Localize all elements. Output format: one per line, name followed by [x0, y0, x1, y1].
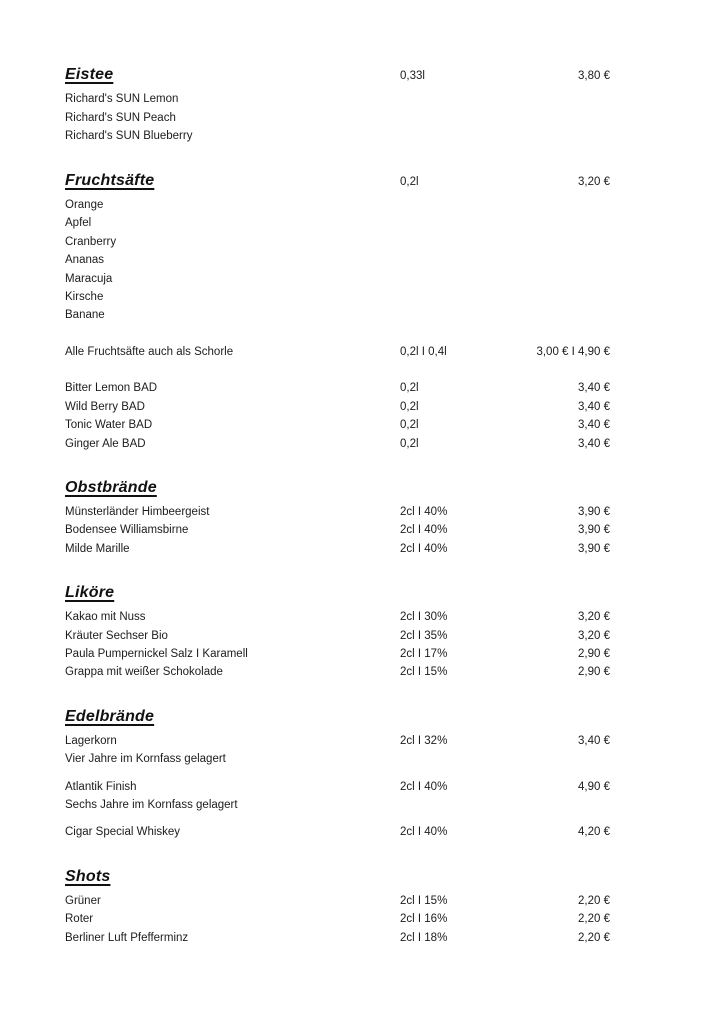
menu-item-row	[65, 645, 610, 663]
menu-section	[65, 477, 610, 558]
menu-item-row	[65, 732, 610, 750]
item-name: Atlantik Finish	[65, 780, 137, 793]
item-name: Grappa mit weißer Schokolade	[65, 666, 223, 679]
menu-section	[65, 170, 610, 453]
item-size: 2cl I 40%	[400, 524, 448, 537]
menu-item-row	[65, 892, 610, 910]
item-name: Cranberry	[65, 235, 117, 248]
item-name: Sechs Jahre im Kornfass gelagert	[65, 798, 238, 811]
menu-item-row	[65, 435, 610, 453]
item-size: 2cl I 17%	[400, 647, 448, 660]
menu-item-row	[65, 233, 610, 251]
menu-item-row	[65, 796, 610, 814]
item-name: Roter	[65, 913, 94, 926]
item-size: 0,2l	[400, 437, 419, 450]
item-price: 3,40 €	[578, 734, 610, 747]
menu-item-row	[65, 398, 610, 416]
menu-item-row	[65, 778, 610, 796]
item-size: 2cl I 40%	[400, 780, 448, 793]
item-size: 2cl I 30%	[400, 611, 448, 624]
item-size: 2cl I 16%	[400, 913, 448, 926]
section-header-row	[65, 582, 610, 603]
item-name: Cigar Special Whiskey	[65, 826, 181, 839]
menu-item-row	[65, 929, 610, 947]
section-title: Liköre	[65, 584, 115, 602]
menu-item-row	[65, 608, 610, 626]
item-name: Banane	[65, 309, 105, 322]
item-price: 3,40 €	[578, 400, 610, 413]
item-name: Kakao mit Nuss	[65, 611, 146, 624]
item-name: Milde Marille	[65, 542, 130, 555]
item-price: 3,00 € I 4,90 €	[536, 345, 610, 358]
item-price: 3,40 €	[578, 419, 610, 432]
item-size: 2cl I 40%	[400, 542, 448, 555]
item-size: 2cl I 15%	[400, 894, 448, 907]
section-title: Eistee	[65, 66, 114, 83]
section-header-row	[65, 866, 610, 887]
item-price: 2,20 €	[578, 894, 610, 907]
section-price: 3,80 €	[578, 70, 610, 82]
menu-item-row	[65, 627, 610, 645]
section-header-row	[65, 64, 610, 85]
section-header-row	[65, 477, 610, 498]
item-name: Richard's SUN Lemon	[65, 93, 179, 106]
item-name: Berliner Luft Pfefferminz	[65, 931, 189, 944]
item-name: Paula Pumpernickel Salz I Karamell	[65, 647, 248, 660]
item-name: Bodensee Williamsbirne	[65, 524, 189, 537]
menu-item-row	[65, 90, 610, 108]
section-title: Edelbrände	[65, 707, 155, 725]
menu-item-row	[65, 503, 610, 521]
menu-item-row	[65, 214, 610, 232]
menu-section	[65, 64, 610, 146]
item-name: Alle Fruchtsäfte auch als Schorle	[65, 345, 234, 358]
menu-item-row	[65, 109, 610, 127]
item-price: 4,20 €	[578, 826, 610, 839]
section-title: Shots	[65, 867, 111, 885]
item-name: Lagerkorn	[65, 734, 117, 747]
menu-item-row	[65, 379, 610, 397]
section-size: 0,33l	[400, 70, 425, 82]
item-price: 2,20 €	[578, 931, 610, 944]
item-name: Ananas	[65, 254, 105, 267]
item-size: 0,2l	[400, 400, 419, 413]
menu-item-row	[65, 251, 610, 269]
item-size: 0,2l I 0,4l	[400, 345, 447, 358]
item-size: 2cl I 32%	[400, 734, 448, 747]
menu-item-row	[65, 306, 610, 324]
menu-item-row	[65, 416, 610, 434]
item-size: 2cl I 35%	[400, 629, 448, 642]
menu-item-row	[65, 750, 610, 768]
section-price: 3,20 €	[578, 175, 610, 188]
item-size: 2cl I 40%	[400, 505, 448, 518]
item-price: 2,90 €	[578, 647, 610, 660]
menu-item-row	[65, 270, 610, 288]
item-size: 2cl I 18%	[400, 931, 448, 944]
item-name: Kräuter Sechser Bio	[65, 629, 168, 642]
section-title: Fruchtsäfte	[65, 171, 155, 189]
item-name: Richard's SUN Blueberry	[65, 130, 193, 143]
item-size: 0,2l	[400, 419, 419, 432]
menu-item-row	[65, 823, 610, 841]
section-title: Obstbrände	[65, 478, 157, 496]
item-price: 2,20 €	[578, 913, 610, 926]
menu-item-row	[65, 196, 610, 214]
item-price: 2,90 €	[578, 666, 610, 679]
item-name: Münsterländer Himbeergeist	[65, 505, 210, 518]
section-header-row	[65, 170, 610, 191]
item-name: Tonic Water BAD	[65, 419, 153, 432]
item-name: Bitter Lemon BAD	[65, 382, 158, 395]
item-price: 4,90 €	[578, 780, 610, 793]
item-name: Richard's SUN Peach	[65, 111, 176, 124]
item-name: Grüner	[65, 894, 101, 907]
item-name: Ginger Ale BAD	[65, 437, 146, 450]
item-size: 2cl I 15%	[400, 666, 448, 679]
item-price: 3,90 €	[578, 524, 610, 537]
item-name: Orange	[65, 199, 104, 212]
menu-item-row	[65, 343, 610, 361]
menu-item-row	[65, 910, 610, 928]
menu-item-row	[65, 521, 610, 539]
item-price: 3,40 €	[578, 437, 610, 450]
item-price: 3,20 €	[578, 611, 610, 624]
item-price: 3,20 €	[578, 629, 610, 642]
menu-item-row	[65, 540, 610, 558]
section-header-row	[65, 706, 610, 727]
item-size: 0,2l	[400, 382, 419, 395]
menu-item-row	[65, 127, 610, 145]
item-name: Kirsche	[65, 291, 104, 304]
section-size: 0,2l	[400, 175, 419, 188]
menu-section	[65, 582, 610, 682]
item-name: Maracuja	[65, 272, 113, 285]
item-price: 3,90 €	[578, 542, 610, 555]
menu-item-row	[65, 663, 610, 681]
menu-section	[65, 866, 610, 947]
item-size: 2cl I 40%	[400, 826, 448, 839]
item-name: Vier Jahre im Kornfass gelagert	[65, 753, 226, 766]
item-price: 3,90 €	[578, 505, 610, 518]
item-name: Wild Berry BAD	[65, 400, 145, 413]
item-name: Apfel	[65, 217, 92, 230]
menu-item-row	[65, 288, 610, 306]
menu-section	[65, 706, 610, 842]
item-price: 3,40 €	[578, 382, 610, 395]
